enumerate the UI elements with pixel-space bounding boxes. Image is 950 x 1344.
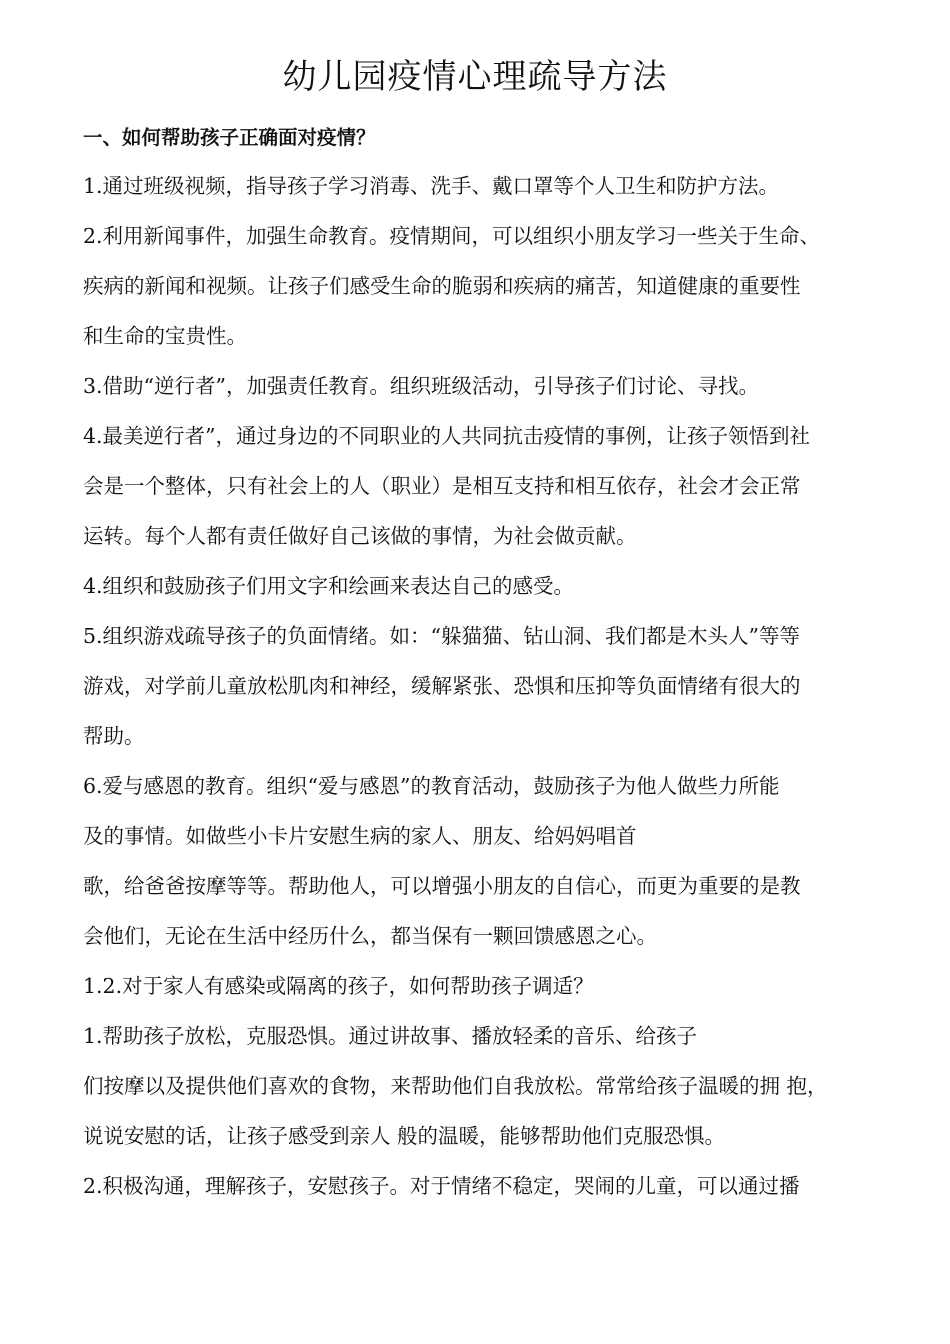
paragraph-line: 运转。每个人都有责任做好自己该做的事情，为社会做贡献。: [83, 524, 637, 548]
paragraph-line: 2.利用新闻事件，加强生命教育。疫情期间，可以组织小朋友学习一些关于生命、: [83, 224, 821, 248]
paragraph-line: 6.爱与感恩的教育。组织“爱与感恩”的教育活动，鼓励孩子为他人做些力所能: [83, 774, 780, 798]
paragraph-line: 和生命的宝贵性。: [83, 324, 247, 348]
document-title: 幼儿园疫情心理疏导方法: [282, 57, 668, 97]
section-heading: 一、如何帮助孩子正确面对疫情？: [83, 126, 376, 149]
paragraph-line: 歌，给爸爸按摩等等。帮助他人，可以增强小朋友的自信心，而更为重要的是教: [83, 874, 801, 898]
paragraph-line: 4.组织和鼓励孩子们用文字和绘画来表达自己的感受。: [83, 574, 575, 598]
paragraph-line: 会是一个整体，只有社会上的人（职业）是相互支持和相互依存，社会才会正常: [83, 474, 801, 498]
paragraph-line: 及的事情。如做些小卡片安慰生病的家人、朋友、给妈妈唱首: [83, 824, 637, 848]
paragraph-line: 疾病的新闻和视频。让孩子们感受生命的脆弱和疾病的痛苦，知道健康的重要性: [83, 274, 801, 298]
paragraph-line: 4.最美逆行者”，通过身边的不同职业的人共同抗击疫情的事例，让孩子领悟到社: [83, 424, 811, 448]
paragraph-line: 1.2.对于家人有感染或隔离的孩子，如何帮助孩子调适？: [83, 974, 594, 998]
paragraph-line: 1.帮助孩子放松，克服恐惧。通过讲故事、播放轻柔的音乐、给孩子: [83, 1024, 698, 1048]
paragraph-line: 5.组织游戏疏导孩子的负面情绪。如：“躲猫猫、钻山洞、我们都是木头人”等等: [83, 624, 801, 648]
paragraph-line: 们按摩以及提供他们喜欢的食物，来帮助他们自我放松。常常给孩子温暖的拥 抱，: [83, 1074, 828, 1098]
paragraph-line: 3.借助“逆行者”，加强责任教育。组织班级活动，引导孩子们讨论、寻找。: [83, 374, 760, 398]
paragraph-line: 2.积极沟通，理解孩子，安慰孩子。对于情绪不稳定，哭闹的儿童，可以通过播: [83, 1174, 800, 1198]
paragraph-line: 说说安慰的话，让孩子感受到亲人 般的温暖，能够帮助他们克服恐惧。: [83, 1124, 726, 1148]
paragraph-line: 1.通过班级视频，指导孩子学习消毒、洗手、戴口罩等个人卫生和防护方法。: [83, 174, 780, 198]
paragraph-line: 帮助。: [83, 724, 145, 748]
paragraph-line: 会他们，无论在生活中经历什么，都当保有一颗回馈感恩之心。: [83, 924, 657, 948]
paragraph-line: 游戏，对学前儿童放松肌肉和神经，缓解紧张、恐惧和压抑等负面情绪有很大的: [83, 674, 801, 698]
